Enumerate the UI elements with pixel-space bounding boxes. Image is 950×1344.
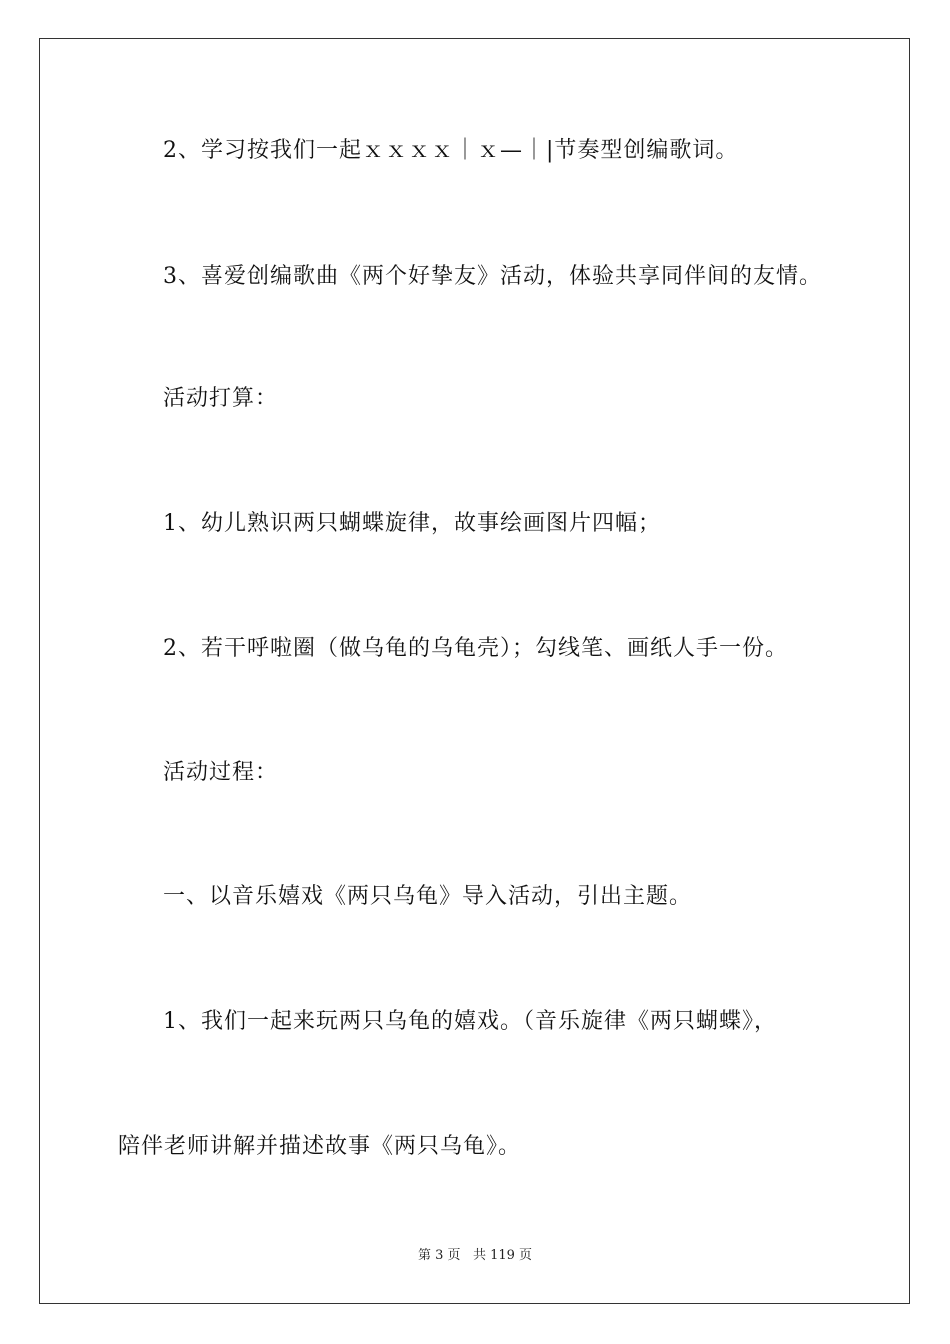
section-heading-process: 活动过程： [163, 760, 279, 785]
section-heading-preparation: 活动打算： [163, 386, 279, 411]
footer-page-number: 第 3 页 [417, 1248, 461, 1263]
paragraph-process-step-1: 一、以音乐嬉戏《两只乌龟》导入活动，引出主题。 [163, 884, 693, 909]
paragraph-process-continuation: 陪伴老师讲解并描述故事《两只乌龟》。 [118, 1134, 522, 1159]
paragraph-process-substep-1: 1、我们一起来玩两只乌龟的嬉戏。（音乐旋律《两只蝴蝶》， [163, 1009, 777, 1034]
page-border [39, 38, 910, 1304]
paragraph-preparation-1: 1、幼儿熟识两只蝴蝶旋律，故事绘画图片四幅； [163, 511, 661, 536]
paragraph-preparation-2: 2、若干呼啦圈（做乌龟的乌龟壳）；勾线笔、画纸人手一份。 [163, 636, 788, 661]
page-footer [0, 1247, 950, 1265]
paragraph-learning-goal-3: 3、喜爱创编歌曲《两个好挚友》活动，体验共享同伴间的友情。 [163, 264, 822, 289]
paragraph-learning-goal-2: 2、学习按我们一起ｘｘｘｘ｜ｘ—｜|节奏型创编歌词。 [163, 138, 739, 163]
footer-total-pages: 共 119 页 [472, 1248, 533, 1263]
